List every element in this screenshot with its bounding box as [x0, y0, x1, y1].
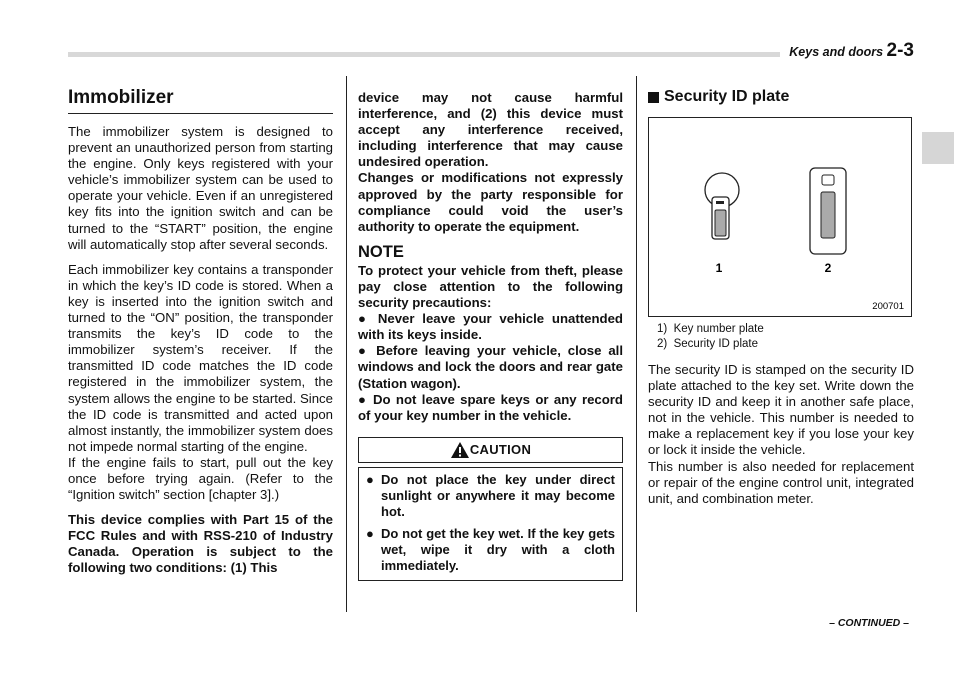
- caution-label: CAUTION: [469, 442, 532, 458]
- security-id-plate-icon: [810, 168, 846, 254]
- bullet: ●: [366, 525, 374, 541]
- paragraph: If the engine fails to start, pull out the key once before trying again. (Refer to the “Ignition switch” section [chapter 3].): [68, 454, 333, 503]
- warning-triangle-icon: [450, 441, 470, 459]
- figure-code: 200701: [872, 301, 904, 312]
- modifications-paragraph: Changes or modifications not expressly approved by the party responsible for compliance could void the user’s authority to operate the equipment.: [358, 170, 623, 234]
- bullet: ●: [366, 471, 374, 487]
- fcc-paragraph-continued: device may not cause harmful interference, and (2) this device must accept any interference received, including interference that may cause undesired operation.: [358, 90, 623, 170]
- caution-item: ● Do not get the key wet. If the key gets wet, wipe it dry with a cloth immediately.: [366, 525, 615, 573]
- caption-item: 1) Key number plate: [657, 323, 764, 335]
- paragraph: The security ID is stamped on the security ID plate attached to the key set. Write down the security ID and keep it in another safe place, not in the vehicle. This number is needed to make a replacement key if you lose your key or lock it inside the vehicle.: [648, 362, 914, 458]
- column-divider: [636, 76, 637, 612]
- caution-header: [358, 437, 623, 463]
- chapter-tab: [922, 132, 954, 164]
- section-title: Immobilizer: [68, 87, 333, 114]
- caution-box: [358, 467, 623, 581]
- left-column: [68, 78, 333, 577]
- square-bullet-icon: [648, 92, 659, 103]
- note-item: ● Before leaving your vehicle, close all windows and lock the doors and rear gate (Station wagon).: [358, 343, 623, 391]
- key-illustration: [648, 117, 912, 317]
- running-header: [789, 40, 914, 62]
- paragraph: This number is also needed for replacement or repair of the engine control unit, integrated unit, and combination meter.: [648, 458, 914, 506]
- figure-label-1: 1: [715, 261, 723, 275]
- note-item: ● Never leave your vehicle unattended with its keys inside.: [358, 311, 623, 343]
- figure-captions: [648, 322, 914, 352]
- note-item: ● Do not leave spare keys or any record of your key number in the vehicle.: [358, 391, 623, 423]
- caution-item: ● Do not place the key under direct sunlight or anywhere it may become hot.: [366, 471, 615, 519]
- paragraph: The immobilizer system is designed to prevent an unauthorized person from starting the engine. Only keys registered with your vehicle’s immobilizer system can be used to operate your vehicle. Even if an unregistered key fits into the ignition switch and can be turned to the “START” position, the engine will automatically stop after several seconds.: [68, 124, 333, 252]
- column-divider: [346, 76, 347, 612]
- page-number: 2-3: [886, 40, 914, 61]
- paragraph: Each immobilizer key contains a transponder in which the key’s ID code is stored. When a key is inserted into the ignition switch and turned to the “ON” position, the transponder transmits the key’s ID code to the immobilizer system’s receiver. If the transmitted ID code matches the ID code registered in the immobilizer system, the system allows the engine to be started. Since the ID code is transmitted and acted upon almost instantly, the immobilizer system does not impede normal starting of the engine.: [68, 261, 333, 454]
- header-section: Keys and doors: [789, 45, 884, 59]
- fcc-paragraph: This device complies with Part 15 of the FCC Rules and with RSS-210 of Industry Canada. Operation is subject to the following two conditions: (1) This: [68, 512, 333, 576]
- note-title: NOTE: [358, 242, 404, 261]
- header-rule: [68, 52, 780, 57]
- right-column: [648, 88, 914, 507]
- key-number-plate-icon: [705, 173, 739, 239]
- figure-label-2: 2: [824, 261, 832, 275]
- caption-item: 2) Security ID plate: [657, 338, 758, 350]
- key-plates-diagram: [649, 118, 911, 316]
- subsection-title: Security ID plate: [648, 88, 914, 106]
- continued-label: – CONTINUED –: [829, 617, 909, 629]
- note-intro: To protect your vehicle from theft, please pay close attention to the following security precautions:: [358, 262, 623, 311]
- middle-column: [358, 90, 623, 581]
